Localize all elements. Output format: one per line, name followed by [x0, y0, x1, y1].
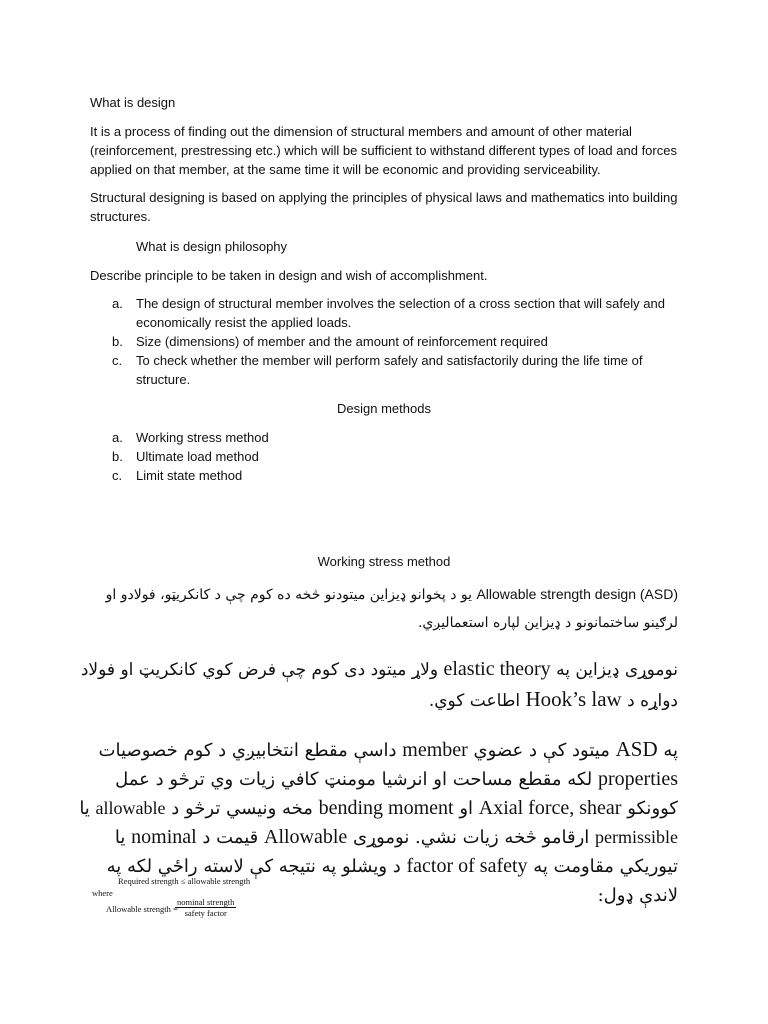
nominal-term: nominal	[131, 826, 197, 848]
pashto-text: ارقامو څخه زیات نشي. نوموړی	[347, 827, 595, 848]
formula-denominator: safety factor	[184, 908, 227, 918]
pashto-text: او	[453, 798, 479, 819]
list-marker: a.	[112, 296, 123, 311]
heading-working-stress-method: Working stress method	[317, 554, 451, 569]
list-item-text: The design of structural member involves the selection of a cross section that will safely and economically resist the applied loads.	[136, 296, 665, 330]
philosophy-list	[112, 294, 672, 389]
list-marker: b.	[112, 449, 123, 464]
formula-fraction	[175, 897, 236, 918]
formula-lhs: Allowable strength =	[106, 904, 178, 914]
list-item-text: Working stress method	[136, 430, 269, 445]
formula-equation	[106, 897, 235, 918]
pashto-text: ولاړ میتود دی کوم چې فرض کوي کانکریټ او فولاد دواړه د	[80, 660, 678, 711]
list-marker: b.	[112, 334, 123, 349]
list-item	[112, 294, 672, 332]
pashto-text: یا	[79, 798, 96, 819]
list-item	[112, 447, 672, 466]
member-term: member	[402, 739, 468, 761]
pashto-paragraph-elastic-theory	[78, 655, 678, 716]
list-item	[112, 466, 672, 485]
paragraph-design-definition: It is a process of finding out the dimension of structural members and amount of other material (reinforcement, prestressing etc.) which will be sufficient to withstand different types of load and forces applied on that member, at the same time it will be economic and providing serviceability.	[90, 124, 677, 177]
list-marker: a.	[112, 430, 123, 445]
allowable-term: Allowable	[264, 826, 348, 848]
bending-moment-term: bending moment	[318, 797, 454, 819]
heading-design-methods: Design methods	[337, 401, 431, 416]
pashto-text: په	[657, 740, 678, 761]
list-item-text: To check whether the member will perform safely and satisfactorily during the life time of structure.	[136, 353, 643, 387]
pashto-text: یو د پخوانو ډیزاین میتودنو څخه ده کوم چې د کانکریټو، فولادو او لرګینو ساختمانونو د ډیزاین لپاره استعمالیږي.	[105, 587, 678, 631]
paragraph-structural-designing: Structural designing is based on applying the principles of physical laws and mathematics into building structures.	[90, 190, 678, 224]
list-item	[112, 332, 672, 351]
factor-of-safety-term: factor of safety	[406, 855, 528, 877]
pashto-text: قیمت د	[196, 827, 264, 848]
list-item-text: Ultimate load method	[136, 449, 259, 464]
pashto-text: میتود کې د عضوي	[467, 740, 616, 761]
paragraph-philosophy: Describe principle to be taken in design and wish of accomplishment.	[90, 268, 488, 283]
pashto-paragraph-asd	[78, 580, 678, 637]
list-item	[112, 428, 672, 447]
permissible-term: permissible	[595, 827, 678, 847]
hooks-law-term: Hook’s law	[525, 687, 622, 711]
pashto-text: نوموړی ډیزاین په	[550, 660, 678, 680]
pashto-text: داسې مقطع انتخابیږي د کوم خصوصیات	[98, 740, 403, 761]
list-item	[112, 351, 672, 389]
elastic-theory-term: elastic theory	[443, 658, 551, 680]
axial-force-shear-term: Axial force, shear	[478, 797, 622, 819]
pashto-text: د ویشلو په نتیجه کې لاسته راځي لکه په لاندې ډول:	[106, 856, 678, 906]
heading-what-is-design: What is design	[90, 95, 176, 110]
heading-design-philosophy: What is design philosophy	[136, 239, 288, 254]
methods-list	[112, 428, 672, 485]
asd-term: ASD	[615, 737, 658, 761]
pashto-text: لکه مقطع مساحت او انرشیا مومنټ کافي زیات وي ترڅو د عمل کوونکو	[115, 769, 678, 819]
formula-line-where: where	[92, 888, 113, 898]
list-marker: c.	[112, 353, 123, 368]
pashto-text: اطاعت کوي.	[428, 691, 526, 711]
pashto-text: مخه ونیسي ترڅو د	[165, 798, 319, 819]
list-item-text: Size (dimensions) of member and the amount of reinforcement required	[136, 334, 548, 349]
pashto-text: یا تیوریکي مقاومت په	[114, 827, 678, 877]
list-marker: c.	[112, 468, 123, 483]
list-item-text: Limit state method	[136, 468, 243, 483]
allowable-term: allowable	[95, 798, 166, 818]
formula-line-required: Required strength ≤ allowable strength	[118, 876, 251, 886]
formula-numerator: nominal strength	[177, 897, 235, 907]
properties-term: properties	[598, 768, 678, 790]
asd-term: Allowable strength design (ASD)	[476, 586, 678, 602]
